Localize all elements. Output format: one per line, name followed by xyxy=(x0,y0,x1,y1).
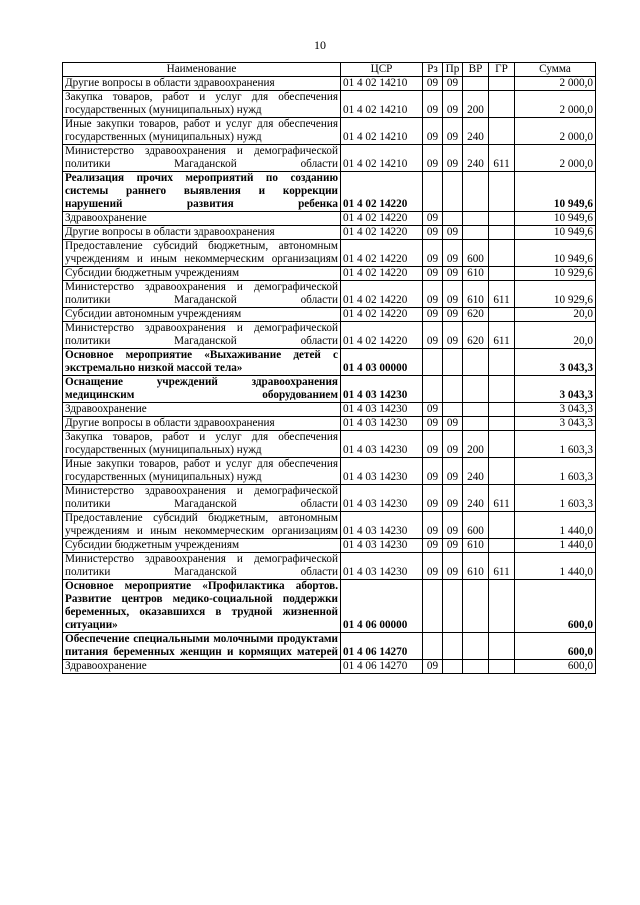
cell-rz: 09 xyxy=(423,417,443,431)
cell-sum: 3 043,3 xyxy=(515,417,596,431)
table-row xyxy=(63,267,596,281)
cell-rz: 09 xyxy=(423,212,443,226)
cell-sum: 2 000,0 xyxy=(515,77,596,91)
cell-vr xyxy=(463,580,489,633)
cell-vr: 610 xyxy=(463,539,489,553)
cell-csr: 01 4 02 14210 xyxy=(341,145,423,172)
cell-csr: 01 4 02 14220 xyxy=(341,172,423,212)
cell-csr: 01 4 03 14230 xyxy=(341,417,423,431)
cell-vr xyxy=(463,660,489,674)
cell-name: Субсидии бюджетным учреждениям xyxy=(63,539,341,553)
cell-pr xyxy=(443,403,463,417)
cell-sum: 3 043,3 xyxy=(515,349,596,376)
cell-vr: 600 xyxy=(463,240,489,267)
cell-vr: 240 xyxy=(463,118,489,145)
cell-pr: 09 xyxy=(443,512,463,539)
cell-csr: 01 4 02 14210 xyxy=(341,91,423,118)
cell-name: Закупка товаров, работ и услуг для обеспечения государственных (муниципальных) нужд xyxy=(63,431,341,458)
cell-pr: 09 xyxy=(443,539,463,553)
table-row xyxy=(63,431,596,458)
budget-table xyxy=(62,62,596,674)
cell-sum: 3 043,3 xyxy=(515,403,596,417)
cell-gr xyxy=(489,633,515,660)
cell-rz: 09 xyxy=(423,660,443,674)
cell-csr: 01 4 06 00000 xyxy=(341,580,423,633)
cell-rz: 09 xyxy=(423,145,443,172)
table-row xyxy=(63,539,596,553)
cell-pr: 09 xyxy=(443,458,463,485)
cell-vr: 200 xyxy=(463,431,489,458)
cell-name: Здравоохранение xyxy=(63,660,341,674)
cell-gr xyxy=(489,349,515,376)
table-row xyxy=(63,118,596,145)
cell-csr: 01 4 03 14230 xyxy=(341,431,423,458)
cell-sum: 2 000,0 xyxy=(515,145,596,172)
cell-sum: 10 949,6 xyxy=(515,212,596,226)
table-row xyxy=(63,417,596,431)
cell-name: Иные закупки товаров, работ и услуг для обеспечения государственных (муниципальных) нужд xyxy=(63,118,341,145)
cell-csr: 01 4 02 14220 xyxy=(341,240,423,267)
cell-vr xyxy=(463,376,489,403)
cell-name: Министерство здравоохранения и демографической политики Магаданской области xyxy=(63,281,341,308)
header-vr: ВР xyxy=(463,63,489,77)
cell-sum: 10 949,6 xyxy=(515,172,596,212)
cell-vr: 240 xyxy=(463,485,489,512)
cell-pr xyxy=(443,212,463,226)
cell-pr: 09 xyxy=(443,145,463,172)
cell-sum: 600,0 xyxy=(515,633,596,660)
table-row xyxy=(63,281,596,308)
cell-vr xyxy=(463,172,489,212)
cell-pr xyxy=(443,376,463,403)
cell-name: Закупка товаров, работ и услуг для обеспечения государственных (муниципальных) нужд xyxy=(63,91,341,118)
cell-rz: 09 xyxy=(423,226,443,240)
cell-rz xyxy=(423,580,443,633)
cell-name: Министерство здравоохранения и демографической политики Магаданской области xyxy=(63,322,341,349)
cell-vr xyxy=(463,417,489,431)
cell-pr: 09 xyxy=(443,118,463,145)
cell-rz: 09 xyxy=(423,553,443,580)
cell-gr xyxy=(489,403,515,417)
cell-name: Оснащение учреждений здравоохранения медицинским оборудованием xyxy=(63,376,341,403)
cell-vr xyxy=(463,633,489,660)
table-row xyxy=(63,633,596,660)
page-number: 10 xyxy=(314,38,326,52)
table-row xyxy=(63,91,596,118)
cell-csr: 01 4 03 14230 xyxy=(341,458,423,485)
cell-rz: 09 xyxy=(423,240,443,267)
table-row xyxy=(63,458,596,485)
cell-gr: 611 xyxy=(489,145,515,172)
cell-sum: 2 000,0 xyxy=(515,118,596,145)
cell-pr xyxy=(443,580,463,633)
table-row xyxy=(63,580,596,633)
cell-rz: 09 xyxy=(423,458,443,485)
table-row xyxy=(63,77,596,91)
cell-gr xyxy=(489,431,515,458)
cell-csr: 01 4 02 14220 xyxy=(341,281,423,308)
cell-rz: 09 xyxy=(423,431,443,458)
cell-csr: 01 4 03 14230 xyxy=(341,376,423,403)
cell-name: Министерство здравоохранения и демографической политики Магаданской области xyxy=(63,553,341,580)
cell-name: Субсидии бюджетным учреждениям xyxy=(63,267,341,281)
header-name: Наименование xyxy=(63,63,341,77)
cell-gr xyxy=(489,580,515,633)
cell-gr xyxy=(489,77,515,91)
cell-vr: 610 xyxy=(463,553,489,580)
header-pr: Пр xyxy=(443,63,463,77)
cell-pr: 09 xyxy=(443,267,463,281)
cell-vr xyxy=(463,212,489,226)
cell-csr: 01 4 06 14270 xyxy=(341,633,423,660)
header-csr: ЦСР xyxy=(341,63,423,77)
cell-csr: 01 4 03 14230 xyxy=(341,512,423,539)
cell-gr xyxy=(489,308,515,322)
header-rz: Рз xyxy=(423,63,443,77)
cell-vr: 610 xyxy=(463,281,489,308)
cell-vr: 620 xyxy=(463,308,489,322)
cell-gr: 611 xyxy=(489,553,515,580)
cell-rz: 09 xyxy=(423,403,443,417)
cell-pr xyxy=(443,172,463,212)
header-gr: ГР xyxy=(489,63,515,77)
cell-csr: 01 4 02 14210 xyxy=(341,77,423,91)
cell-name: Иные закупки товаров, работ и услуг для обеспечения государственных (муниципальных) нужд xyxy=(63,458,341,485)
cell-vr: 240 xyxy=(463,145,489,172)
cell-name: Основное мероприятие «Выхаживание детей с экстремально низкой массой тела» xyxy=(63,349,341,376)
cell-gr: 611 xyxy=(489,281,515,308)
cell-pr: 09 xyxy=(443,417,463,431)
cell-csr: 01 4 03 14230 xyxy=(341,553,423,580)
cell-name: Обеспечение специальными молочными продуктами питания беременных женщин и кормящих матерей xyxy=(63,633,341,660)
cell-rz: 09 xyxy=(423,91,443,118)
table-row xyxy=(63,308,596,322)
cell-csr: 01 4 06 14270 xyxy=(341,660,423,674)
table-row xyxy=(63,485,596,512)
cell-sum: 10 929,6 xyxy=(515,267,596,281)
cell-gr xyxy=(489,512,515,539)
cell-rz: 09 xyxy=(423,485,443,512)
cell-name: Субсидии автономным учреждениям xyxy=(63,308,341,322)
cell-name: Другие вопросы в области здравоохранения xyxy=(63,226,341,240)
cell-pr: 09 xyxy=(443,91,463,118)
cell-name: Предоставление субсидий бюджетным, автономным учреждениям и иным некоммерческим организациям xyxy=(63,240,341,267)
table-row xyxy=(63,172,596,212)
cell-vr: 240 xyxy=(463,458,489,485)
table-row xyxy=(63,322,596,349)
cell-pr xyxy=(443,633,463,660)
cell-sum: 10 929,6 xyxy=(515,281,596,308)
table-row xyxy=(63,212,596,226)
cell-gr xyxy=(489,226,515,240)
cell-csr: 01 4 02 14220 xyxy=(341,308,423,322)
cell-rz: 09 xyxy=(423,322,443,349)
cell-pr: 09 xyxy=(443,308,463,322)
cell-pr xyxy=(443,349,463,376)
cell-gr xyxy=(489,118,515,145)
cell-gr xyxy=(489,417,515,431)
cell-sum: 2 000,0 xyxy=(515,91,596,118)
cell-gr xyxy=(489,240,515,267)
cell-gr xyxy=(489,376,515,403)
cell-vr xyxy=(463,349,489,376)
cell-name: Предоставление субсидий бюджетным, автономным учреждениям и иным некоммерческим организациям xyxy=(63,512,341,539)
cell-sum: 1 603,3 xyxy=(515,458,596,485)
cell-vr xyxy=(463,77,489,91)
cell-pr: 09 xyxy=(443,77,463,91)
cell-sum: 1 603,3 xyxy=(515,485,596,512)
cell-pr: 09 xyxy=(443,485,463,512)
table-row xyxy=(63,226,596,240)
cell-rz: 09 xyxy=(423,308,443,322)
cell-rz: 09 xyxy=(423,539,443,553)
table-row xyxy=(63,376,596,403)
cell-pr xyxy=(443,660,463,674)
cell-pr: 09 xyxy=(443,226,463,240)
cell-rz: 09 xyxy=(423,267,443,281)
cell-name: Другие вопросы в области здравоохранения xyxy=(63,77,341,91)
cell-sum: 1 440,0 xyxy=(515,539,596,553)
cell-pr: 09 xyxy=(443,322,463,349)
table-row xyxy=(63,145,596,172)
cell-sum: 1 440,0 xyxy=(515,553,596,580)
cell-gr: 611 xyxy=(489,322,515,349)
cell-vr: 610 xyxy=(463,267,489,281)
table-body xyxy=(63,77,596,674)
cell-name: Реализация прочих мероприятий по созданию системы раннего выявления и коррекции нарушений развития ребенка xyxy=(63,172,341,212)
cell-csr: 01 4 02 14220 xyxy=(341,267,423,281)
cell-csr: 01 4 03 00000 xyxy=(341,349,423,376)
cell-pr: 09 xyxy=(443,553,463,580)
cell-vr: 600 xyxy=(463,512,489,539)
header-row xyxy=(63,63,596,77)
cell-sum: 20,0 xyxy=(515,322,596,349)
cell-gr: 611 xyxy=(489,485,515,512)
cell-csr: 01 4 03 14230 xyxy=(341,485,423,512)
cell-csr: 01 4 03 14230 xyxy=(341,403,423,417)
cell-rz: 09 xyxy=(423,281,443,308)
cell-sum: 10 949,6 xyxy=(515,226,596,240)
cell-csr: 01 4 02 14220 xyxy=(341,226,423,240)
cell-gr xyxy=(489,212,515,226)
cell-rz: 09 xyxy=(423,77,443,91)
cell-rz xyxy=(423,376,443,403)
cell-rz xyxy=(423,349,443,376)
cell-name: Министерство здравоохранения и демографической политики Магаданской области xyxy=(63,145,341,172)
cell-pr: 09 xyxy=(443,431,463,458)
cell-sum: 3 043,3 xyxy=(515,376,596,403)
cell-sum: 600,0 xyxy=(515,660,596,674)
table-row xyxy=(63,553,596,580)
cell-csr: 01 4 03 14230 xyxy=(341,539,423,553)
cell-gr xyxy=(489,91,515,118)
table-row xyxy=(63,403,596,417)
cell-csr: 01 4 02 14220 xyxy=(341,322,423,349)
cell-gr xyxy=(489,458,515,485)
cell-rz xyxy=(423,172,443,212)
cell-sum: 10 949,6 xyxy=(515,240,596,267)
cell-sum: 1 603,3 xyxy=(515,431,596,458)
cell-csr: 01 4 02 14210 xyxy=(341,118,423,145)
cell-gr xyxy=(489,267,515,281)
cell-gr xyxy=(489,660,515,674)
cell-sum: 20,0 xyxy=(515,308,596,322)
cell-name: Здравоохранение xyxy=(63,403,341,417)
cell-vr xyxy=(463,403,489,417)
cell-name: Основное мероприятие «Профилактика абортов. Развитие центров медико-социальной поддержки беременных, оказавшихся в трудной жизненной ситуации» xyxy=(63,580,341,633)
header-sum: Сумма xyxy=(515,63,596,77)
cell-name: Другие вопросы в области здравоохранения xyxy=(63,417,341,431)
cell-sum: 600,0 xyxy=(515,580,596,633)
cell-name: Здравоохранение xyxy=(63,212,341,226)
table-row xyxy=(63,512,596,539)
cell-csr: 01 4 02 14220 xyxy=(341,212,423,226)
table-row xyxy=(63,660,596,674)
cell-gr xyxy=(489,172,515,212)
table-row xyxy=(63,240,596,267)
cell-sum: 1 440,0 xyxy=(515,512,596,539)
cell-gr xyxy=(489,539,515,553)
table-row xyxy=(63,349,596,376)
cell-rz xyxy=(423,633,443,660)
cell-vr xyxy=(463,226,489,240)
cell-pr: 09 xyxy=(443,240,463,267)
cell-vr: 200 xyxy=(463,91,489,118)
cell-name: Министерство здравоохранения и демографической политики Магаданской области xyxy=(63,485,341,512)
cell-rz: 09 xyxy=(423,118,443,145)
cell-vr: 620 xyxy=(463,322,489,349)
cell-pr: 09 xyxy=(443,281,463,308)
cell-rz: 09 xyxy=(423,512,443,539)
